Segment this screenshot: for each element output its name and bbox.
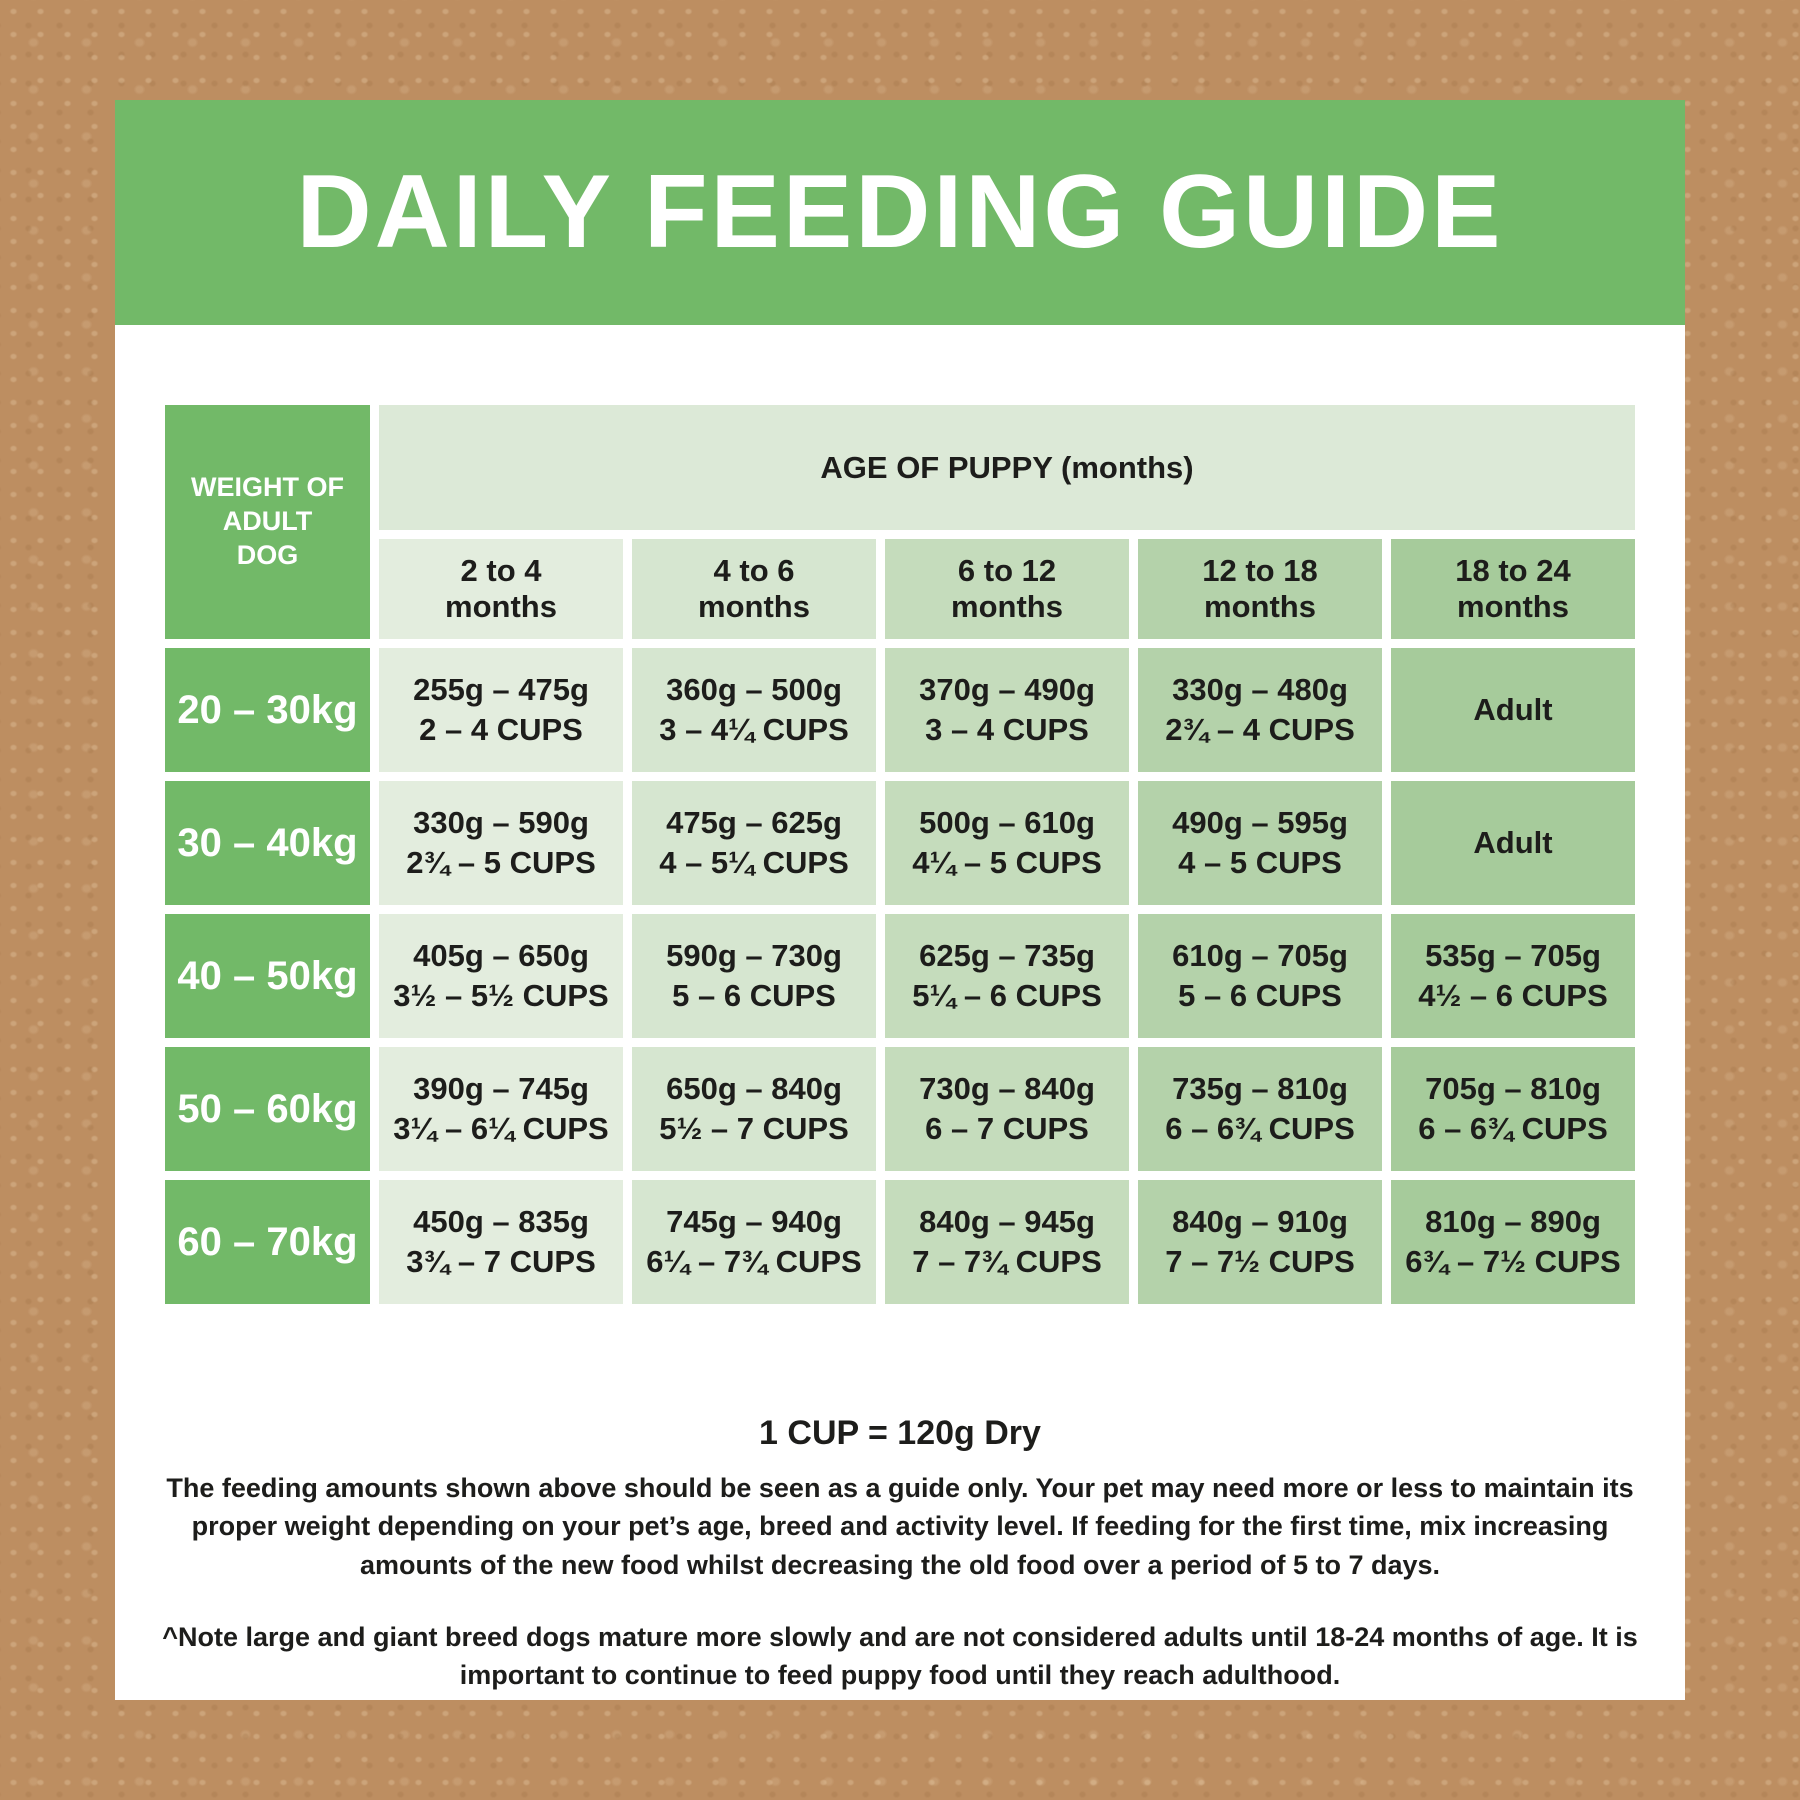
data-cell — [1138, 781, 1382, 905]
cup-equivalence-note: 1 CUP = 120g Dry — [759, 1414, 1041, 1452]
age-range: 12 to 18 — [1202, 553, 1318, 589]
title-band — [115, 100, 1685, 325]
cups-line: 6¼ – 7¾ CUPS — [646, 1244, 862, 1279]
grams-line: 370g – 490g — [919, 671, 1095, 707]
data-cell — [1391, 648, 1635, 772]
footer — [160, 1414, 1640, 1695]
grams-line: 255g – 475g — [413, 671, 589, 707]
grams-line: 450g – 835g — [413, 1203, 589, 1239]
cups-line: 5 – 6 CUPS — [672, 978, 836, 1013]
age-unit: months — [1204, 589, 1316, 624]
grams-line: 745g – 940g — [666, 1203, 842, 1239]
cups-line: 4½ – 6 CUPS — [1418, 978, 1608, 1013]
data-cell — [379, 1047, 623, 1171]
guide-paragraph: The feeding amounts shown above should be seen as a guide only. Your pet may need more or less to maintain its proper weight depending on your pet’s age, breed and activity level. If feeding for the first time, mix increasing amounts of the new food whilst decreasing the old food over a period of 5 to 7 days. — [166, 1473, 1634, 1580]
grams-line: 475g – 625g — [666, 804, 842, 840]
cups-line: 2¾ – 4 CUPS — [1165, 712, 1355, 747]
cups-line: 3½ – 5½ CUPS — [393, 978, 609, 1013]
cups-line: 7 – 7½ CUPS — [1165, 1244, 1355, 1279]
cups-line: 2 – 4 CUPS — [419, 712, 583, 747]
age-range: 6 to 12 — [957, 553, 1057, 589]
age-range: 18 to 24 — [1455, 553, 1571, 589]
data-cell — [1391, 1180, 1635, 1304]
grams-line: 730g – 840g — [919, 1070, 1095, 1106]
weight-label-cell: 50 – 60kg — [165, 1047, 370, 1171]
age-unit: months — [698, 589, 810, 624]
age-unit: months — [445, 589, 557, 624]
age-unit: months — [951, 589, 1063, 624]
cups-line: 6 – 7 CUPS — [925, 1111, 1089, 1146]
age-range: 4 to 6 — [713, 553, 795, 589]
data-cell — [885, 781, 1129, 905]
age-column-header — [632, 539, 876, 639]
data-cell — [885, 914, 1129, 1038]
grams-line: 360g – 500g — [666, 671, 842, 707]
grams-line: 810g – 890g — [1425, 1203, 1601, 1239]
data-cell — [379, 648, 623, 772]
grams-line: 840g – 910g — [1172, 1203, 1348, 1239]
note-paragraph: ^Note large and giant breed dogs mature more slowly and are not considered adults until 18-24 months of age. It is important to continue to feed puppy food until they reach adulthood. — [162, 1621, 1638, 1691]
age-unit: months — [1457, 589, 1569, 624]
grams-line: 625g – 735g — [919, 937, 1095, 973]
weight-label-cell: 30 – 40kg — [165, 781, 370, 905]
cups-line: 3¾ – 7 CUPS — [406, 1244, 596, 1279]
grams-line: 500g – 610g — [919, 804, 1095, 840]
data-cell — [1138, 1180, 1382, 1304]
grams-line: Adult — [1473, 824, 1553, 860]
cups-line: 5¼ – 6 CUPS — [912, 978, 1102, 1013]
grams-line: 610g – 705g — [1172, 937, 1348, 973]
age-range: 2 to 4 — [460, 553, 542, 589]
cups-line: 5 – 6 CUPS — [1178, 978, 1342, 1013]
grams-line: 330g – 480g — [1172, 671, 1348, 707]
data-cell — [632, 648, 876, 772]
weight-label-cell: 20 – 30kg — [165, 648, 370, 772]
cups-line: 2¾ – 5 CUPS — [406, 845, 596, 880]
page-title: DAILY FEEDING GUIDE — [296, 154, 1504, 270]
grams-line: 405g – 650g — [413, 937, 589, 973]
cups-line: 6 – 6¾ CUPS — [1418, 1111, 1608, 1146]
data-cell — [379, 1180, 623, 1304]
data-cell — [379, 781, 623, 905]
grams-line: 390g – 745g — [413, 1070, 589, 1106]
data-cell — [885, 1180, 1129, 1304]
cups-line: 4¼ – 5 CUPS — [912, 845, 1102, 880]
age-column-header — [379, 539, 623, 639]
data-cell — [632, 781, 876, 905]
grams-line: 330g – 590g — [413, 804, 589, 840]
cups-line: 4 – 5 CUPS — [1178, 845, 1342, 880]
grams-line: 705g – 810g — [1425, 1070, 1601, 1106]
data-cell — [1391, 1047, 1635, 1171]
grams-line: Adult — [1473, 691, 1553, 727]
weight-label-cell: 60 – 70kg — [165, 1180, 370, 1304]
data-cell — [1138, 648, 1382, 772]
age-column-header — [1138, 539, 1382, 639]
cups-line: 3¼ – 6¼ CUPS — [393, 1111, 609, 1146]
cups-line: 5½ – 7 CUPS — [659, 1111, 849, 1146]
grams-line: 535g – 705g — [1425, 937, 1601, 973]
cups-line: 6¾ – 7½ CUPS — [1405, 1244, 1621, 1279]
data-cell — [632, 914, 876, 1038]
age-column-header — [885, 539, 1129, 639]
data-cell — [632, 1180, 876, 1304]
grams-line: 650g – 840g — [666, 1070, 842, 1106]
cups-line: 3 – 4¼ CUPS — [659, 712, 849, 747]
data-cell — [1391, 914, 1635, 1038]
weight-label-cell: 40 – 50kg — [165, 914, 370, 1038]
data-cell — [885, 648, 1129, 772]
data-cell — [379, 914, 623, 1038]
age-column-header — [1391, 539, 1635, 639]
cups-line: 3 – 4 CUPS — [925, 712, 1089, 747]
data-cell — [885, 1047, 1129, 1171]
data-cell — [1391, 781, 1635, 905]
cups-line: 6 – 6¾ CUPS — [1165, 1111, 1355, 1146]
data-cell — [1138, 1047, 1382, 1171]
grams-line: 490g – 595g — [1172, 804, 1348, 840]
cups-line: 7 – 7¾ CUPS — [912, 1244, 1102, 1279]
guide-card — [115, 100, 1685, 1700]
cups-line: 4 – 5¼ CUPS — [659, 845, 849, 880]
grams-line: 590g – 730g — [666, 937, 842, 973]
grams-line: 735g – 810g — [1172, 1070, 1348, 1106]
grams-line: 840g – 945g — [919, 1203, 1095, 1239]
data-cell — [1138, 914, 1382, 1038]
age-banner-cell: AGE OF PUPPY (months) — [379, 405, 1635, 530]
corner-header-cell: WEIGHT OF ADULT DOG — [165, 405, 370, 639]
data-cell — [632, 1047, 876, 1171]
feeding-table — [165, 405, 1635, 1304]
